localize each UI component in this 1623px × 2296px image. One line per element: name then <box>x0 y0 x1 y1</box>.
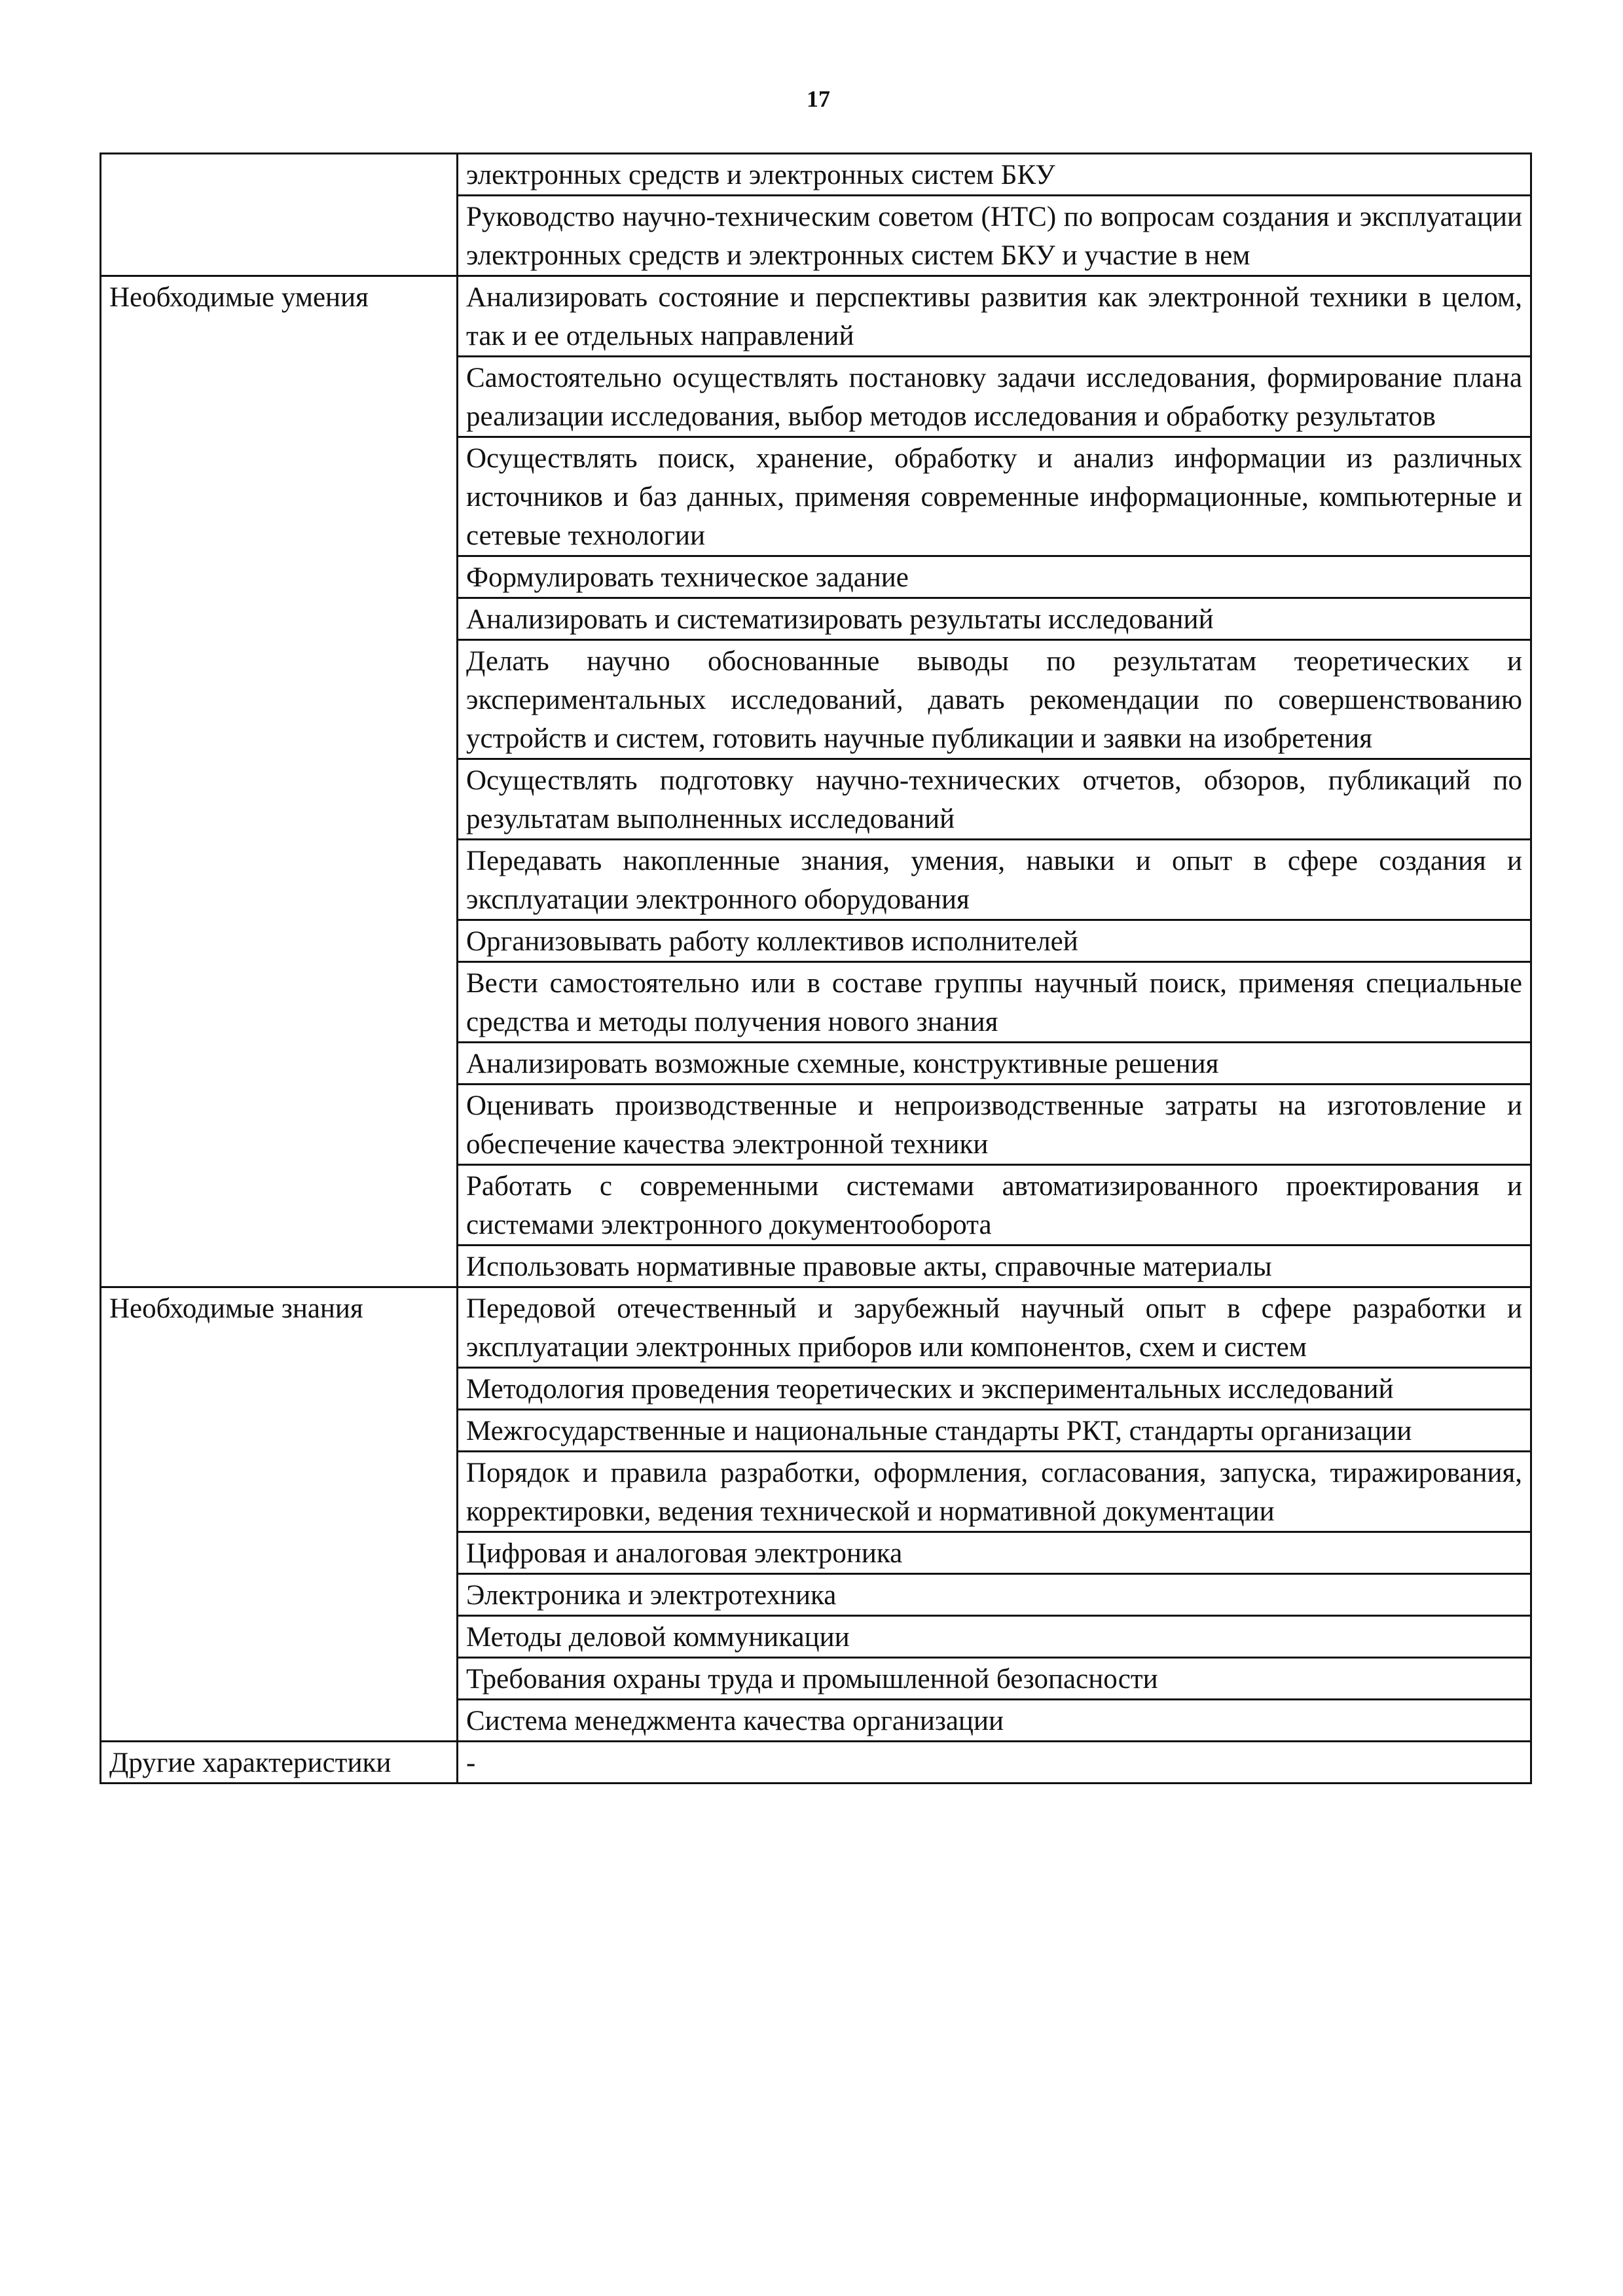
requirement-item: Межгосударственные и национальные стандарты РКТ, стандарты организации <box>458 1410 1531 1452</box>
requirement-item: Осуществлять поиск, хранение, обработку и анализ информации из различных источников и баз данных, применяя современные информационные, компьютерные и сетевые технологии <box>458 437 1531 556</box>
table-body <box>101 154 1531 1784</box>
table-row <box>101 1742 1531 1784</box>
requirement-item: Руководство научно-техническим советом (НТС) по вопросам создания и эксплуатации электронных средств и электронных систем БКУ и участие в нем <box>458 196 1531 276</box>
requirement-item: Передовой отечественный и зарубежный научный опыт в сфере разработки и эксплуатации электронных приборов или компонентов, схем и систем <box>458 1287 1531 1368</box>
requirement-item: Методы деловой коммуникации <box>458 1616 1531 1658</box>
requirement-item: Организовывать работу коллективов исполнителей <box>458 920 1531 962</box>
requirement-item: Осуществлять подготовку научно-технических отчетов, обзоров, публикаций по результатам выполненных исследований <box>458 759 1531 840</box>
page-number: 17 <box>807 86 830 112</box>
requirement-item: Самостоятельно осуществлять постановку задачи исследования, формирование плана реализации исследования, выбор методов исследования и обработку результатов <box>458 357 1531 437</box>
requirement-item: Передавать накопленные знания, умения, навыки и опыт в сфере создания и эксплуатации электронного оборудования <box>458 840 1531 920</box>
table-row <box>101 154 1531 196</box>
requirement-item: Система менеджмента качества организации <box>458 1700 1531 1742</box>
requirement-item: Методология проведения теоретических и экспериментальных исследований <box>458 1368 1531 1410</box>
section-label: Необходимые умения <box>101 276 458 1287</box>
requirement-item: Электроника и электротехника <box>458 1574 1531 1616</box>
table-row <box>101 1287 1531 1368</box>
requirement-item: Порядок и правила разработки, оформления, согласования, запуска, тиражирования, корректировки, ведения технической и нормативной документации <box>458 1452 1531 1532</box>
requirement-item: Оценивать производственные и непроизводственные затраты на изготовление и обеспечение качества электронной техники <box>458 1085 1531 1165</box>
section-label: Другие характеристики <box>101 1742 458 1784</box>
requirement-item: Делать научно обоснованные выводы по результатам теоретических и экспериментальных исследований, давать рекомендации по совершенствованию устройств и систем, готовить научные публикации и заявки на изобретения <box>458 640 1531 759</box>
requirement-item: Требования охраны труда и промышленной безопасности <box>458 1658 1531 1700</box>
qualification-table <box>100 152 1532 1784</box>
section-label <box>101 154 458 276</box>
requirement-item: Формулировать техническое задание <box>458 556 1531 598</box>
requirement-item: - <box>458 1742 1531 1784</box>
requirement-item: электронных средств и электронных систем БКУ <box>458 154 1531 196</box>
requirement-item: Анализировать состояние и перспективы развития как электронной техники в целом, так и ее отдельных направлений <box>458 276 1531 357</box>
requirement-item: Работать с современными системами автоматизированного проектирования и системами электронного документооборота <box>458 1165 1531 1246</box>
requirement-item: Анализировать и систематизировать результаты исследований <box>458 598 1531 640</box>
requirement-item: Цифровая и аналоговая электроника <box>458 1532 1531 1574</box>
section-label: Необходимые знания <box>101 1287 458 1742</box>
requirement-item: Анализировать возможные схемные, конструктивные решения <box>458 1043 1531 1085</box>
table-row <box>101 276 1531 357</box>
requirement-item: Использовать нормативные правовые акты, справочные материалы <box>458 1246 1531 1287</box>
requirement-item: Вести самостоятельно или в составе группы научный поиск, применяя специальные средства и методы получения нового знания <box>458 962 1531 1043</box>
